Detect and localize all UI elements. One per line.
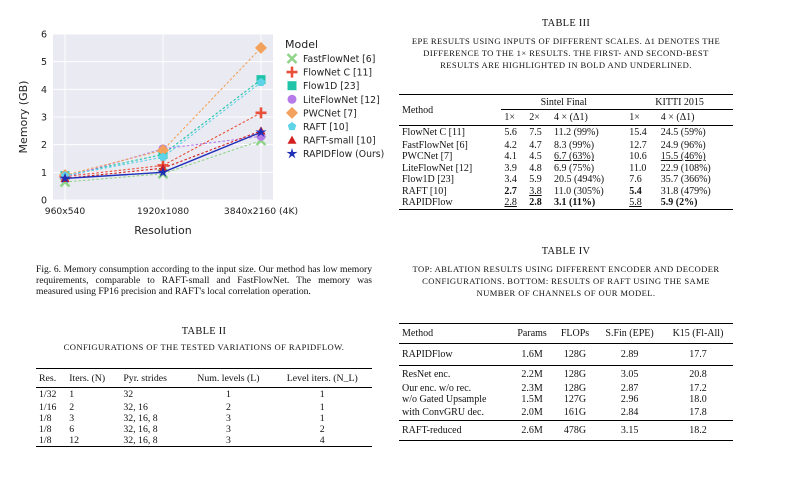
x-tick-label: 1920x1080 — [136, 206, 190, 217]
t3-value-cell: 11.0 (305%) — [554, 185, 604, 197]
table-3-grid — [399, 94, 733, 210]
t4-cell: 17.7 — [689, 349, 707, 360]
t4-cell: RAPIDFlow — [402, 349, 453, 360]
t2-cell: 1 — [319, 389, 325, 401]
t2-cell: 1 — [319, 412, 325, 424]
t3-value-cell: 5.8 — [629, 197, 642, 209]
y-tick-label: 5 — [40, 57, 47, 69]
t4-cell: 18.0 — [689, 394, 707, 406]
t3-value-cell: 2.7 — [504, 185, 517, 197]
t3-sintel-header: Sintel Final — [501, 95, 626, 110]
t3-subheader: 1× — [504, 112, 516, 123]
t3-method-cell: RAPIDFlow — [402, 197, 453, 209]
legend-marker — [286, 148, 297, 159]
table-4-caption-line: TOP: ABLATION RESULTS USING DIFFERENT ENCODER AND DECODER — [412, 264, 720, 274]
t4-cell: 478G — [563, 425, 587, 436]
t3-kitti-header: KITTI 2015 — [626, 95, 733, 110]
legend-entry: LiteFlowNet [12] — [303, 94, 380, 106]
table-row — [36, 435, 372, 447]
table-2-title: TABLE II — [181, 326, 227, 337]
t4-cell: 20.8 — [689, 368, 707, 380]
t4-header: Method — [402, 328, 434, 339]
t3-value-cell: 5.6 — [504, 127, 517, 139]
table-row — [36, 388, 372, 402]
t4-cell: w/o Gated Upsample — [402, 394, 487, 406]
t3-method-cell: FastFlowNet [6] — [402, 139, 468, 151]
t2-cell: 3 — [69, 412, 75, 424]
t2-cell: 3 — [225, 434, 231, 446]
x-tick-label: 3840x2160 (4K) — [223, 206, 299, 217]
t3-value-cell: 22.9 (108%) — [660, 162, 711, 174]
t2-header: Pyr. strides — [123, 372, 167, 384]
t4-cell: Our enc. w/o rec. — [402, 382, 472, 394]
t4-header: K15 (Fl-All) — [672, 328, 724, 339]
x-axis-label: Resolution — [134, 224, 192, 237]
t4-header: Params — [517, 328, 547, 339]
x-tick-label: 960x540 — [44, 206, 86, 217]
table-4-grid — [399, 323, 733, 441]
legend-marker — [288, 122, 297, 130]
t4-cell: RAFT-reduced — [402, 425, 462, 436]
t3-value-cell: 2.8 — [529, 197, 542, 209]
table-3-caption-line: EPE RESULTS USING INPUTS OF DIFFERENT SCALES. Δ1 DENOTES THE — [411, 36, 721, 46]
table-row — [36, 402, 372, 413]
t4-cell: 1.6M — [521, 349, 543, 360]
y-tick-label: 4 — [40, 84, 47, 96]
t3-value-cell: 24.5 (59%) — [660, 127, 706, 139]
table-row — [399, 383, 733, 395]
t2-cell: 1/16 — [39, 401, 57, 413]
y-tick-label: 3 — [40, 112, 47, 124]
t4-cell: 128G — [563, 382, 587, 394]
legend-entry: FlowNet C [11] — [303, 67, 373, 79]
table-3 — [399, 94, 733, 210]
t3-value-cell: 6.7 (63%) — [554, 151, 595, 163]
t4-header: FLOPs — [560, 328, 590, 339]
t2-cell: 32, 16, 8 — [123, 412, 158, 424]
t2-cell: 1/8 — [39, 434, 52, 446]
t4-cell: 161G — [563, 407, 587, 419]
t3-value-cell: 4.8 — [529, 162, 542, 174]
t3-value-cell: 7.5 — [529, 127, 542, 139]
t2-cell: 32, 16, 8 — [123, 434, 158, 446]
t4-cell: 2.0M — [521, 407, 543, 419]
t3-value-cell: 3.1 (11%) — [554, 197, 596, 209]
t2-cell: 2 — [69, 401, 75, 413]
legend-marker — [286, 107, 298, 119]
table-row — [399, 394, 733, 406]
y-tick-label: 2 — [40, 140, 47, 152]
t4-cell: 2.3M — [521, 382, 543, 394]
t4-cell: ResNet enc. — [402, 368, 451, 380]
t3-subheader: 4 × (Δ1) — [660, 112, 695, 123]
t3-value-cell: 15.4 — [629, 127, 647, 139]
t2-header: Level iters. (N_L) — [286, 372, 358, 384]
legend-entry: RAFT [10] — [303, 122, 349, 133]
y-tick-label: 6 — [40, 29, 47, 41]
legend-entry: PWCNet [7] — [303, 108, 357, 120]
t3-subheader: 1× — [629, 112, 640, 123]
t3-subheader: 4 × (Δ1) — [554, 112, 588, 123]
t3-value-cell: 4.2 — [504, 139, 517, 151]
table-row — [399, 151, 733, 163]
t3-value-cell: 15.5 (46%) — [660, 151, 706, 163]
t2-cell: 32, 16, 8 — [123, 423, 158, 435]
t3-subheader: 2× — [529, 112, 540, 123]
t4-cell: 2.84 — [620, 407, 639, 419]
table-3-caption-line: DIFFERENCE TO THE 1× RESULTS. THE FIRST- AND SECOND-BEST — [423, 48, 709, 58]
table-3-caption — [396, 35, 736, 71]
y-tick-label: 0 — [40, 195, 47, 207]
legend-marker — [288, 81, 297, 90]
t4-cell: with ConvGRU dec. — [402, 407, 484, 419]
t3-value-cell: 20.5 (494%) — [554, 174, 605, 186]
table-2-grid — [36, 368, 372, 447]
t4-cell: 18.2 — [689, 425, 707, 436]
t4-header: S.Fin (EPE) — [605, 328, 654, 339]
t3-value-cell: 4.1 — [504, 151, 517, 163]
t4-cell: 128G — [563, 368, 587, 380]
legend-entry: RAFT-small [10] — [303, 135, 376, 147]
table-4-caption-line: CONFIGURATIONS. BOTTOM: RESULTS OF RAFT USING THE SAME — [422, 276, 710, 286]
t2-cell: 1 — [319, 401, 325, 413]
t3-value-cell: 2.8 — [504, 197, 517, 209]
t2-cell: 1 — [225, 389, 231, 401]
t2-cell: 32 — [123, 389, 134, 401]
legend-marker — [288, 54, 297, 63]
legend-entry: Flow1D [23] — [303, 81, 360, 93]
table-4 — [399, 323, 733, 441]
t3-value-cell: 5.4 — [629, 185, 642, 197]
t2-cell: 3 — [225, 412, 231, 424]
table-row — [399, 186, 733, 198]
t2-cell: 2 — [225, 401, 231, 413]
t2-cell: 1/8 — [39, 423, 52, 435]
t3-value-cell: 5.9 — [529, 174, 542, 186]
t4-cell: 127G — [563, 394, 587, 406]
y-axis-label: Memory (GB) — [17, 80, 30, 154]
t2-cell: 4 — [319, 434, 325, 446]
t3-method-cell: PWCNet [7] — [402, 151, 453, 163]
table-3-body — [399, 126, 733, 210]
t3-value-cell: 4.7 — [529, 139, 542, 151]
t2-header: Num. levels (L) — [197, 372, 260, 384]
y-tick-label: 1 — [40, 167, 47, 179]
t2-cell: 32, 16 — [123, 401, 148, 413]
table-3-title: TABLE III — [541, 18, 591, 29]
t4-cell: 2.89 — [620, 349, 639, 360]
memory-chart — [15, 20, 385, 260]
t2-cell: 2 — [319, 423, 325, 435]
t4-cell: 128G — [563, 349, 587, 360]
t3-method-cell: FlowNet C [11] — [402, 127, 465, 139]
t3-value-cell: 5.9 (2%) — [660, 197, 698, 209]
table-row — [399, 140, 733, 152]
t3-method-cell: Flow1D [23] — [402, 174, 454, 186]
t3-value-cell: 4.5 — [529, 151, 542, 163]
table-row — [399, 197, 733, 209]
t3-value-cell: 3.4 — [504, 174, 517, 186]
t4-cell: 17.2 — [689, 382, 707, 394]
t2-cell: 12 — [69, 434, 80, 446]
t3-value-cell: 7.6 — [629, 174, 642, 186]
t2-cell: 1/8 — [39, 412, 52, 424]
table-4-title: TABLE IV — [541, 246, 591, 257]
legend-marker — [288, 136, 297, 144]
legend-title: Model — [285, 38, 319, 51]
t2-cell: 1/32 — [39, 389, 57, 401]
legend-entry: FastFlowNet [6] — [303, 54, 376, 65]
table-3-caption-line: RESULTS ARE HIGHLIGHTED IN BOLD AND UNDERLINED. — [440, 60, 692, 70]
table-2 — [36, 368, 372, 447]
legend-marker — [287, 67, 298, 78]
t2-cell: 6 — [69, 423, 75, 435]
t2-cell: 3 — [225, 423, 231, 435]
table-row — [36, 413, 372, 424]
figure-6-caption: Fig. 6. Memory consumption according to the input size. Our method has low memory requirements, comparable to RAFT-small and FastFlowNet. The memory was measured using FP16 precision and RAFT's local correlation operation. — [36, 264, 372, 298]
t4-cell: 3.15 — [620, 425, 639, 436]
t4-cell: 2.96 — [620, 394, 639, 406]
t3-value-cell: 35.7 (366%) — [660, 174, 711, 186]
table-row — [399, 344, 733, 366]
t3-value-cell: 8.3 (99%) — [554, 139, 595, 151]
table-4-caption — [396, 263, 736, 299]
table-row — [36, 424, 372, 435]
memory-chart-svg — [15, 20, 385, 260]
t3-method-header: Method — [399, 95, 501, 126]
t3-method-cell: RAFT [10] — [402, 185, 447, 197]
table-row — [399, 406, 733, 421]
t4-cell: 17.8 — [689, 407, 707, 419]
t3-value-cell: 3.9 — [504, 162, 517, 174]
t3-value-cell: 11.2 (99%) — [554, 127, 599, 139]
t3-value-cell: 31.8 (479%) — [660, 185, 711, 197]
t3-method-cell: LiteFlowNet [12] — [402, 162, 473, 174]
t3-value-cell: 12.7 — [629, 139, 647, 151]
legend-entry: RAPIDFlow (Ours) — [303, 149, 385, 161]
t3-value-cell: 6.9 (75%) — [554, 162, 595, 174]
t3-value-cell: 24.9 (96%) — [660, 139, 706, 151]
table-2-body — [36, 388, 372, 447]
table-row — [399, 174, 733, 186]
table-row — [399, 421, 733, 441]
table-row — [399, 366, 733, 383]
t4-cell: 2.87 — [620, 382, 639, 394]
t3-value-cell: 10.6 — [629, 151, 647, 163]
t4-cell: 3.05 — [620, 368, 639, 380]
t4-cell: 2.6M — [521, 425, 543, 436]
t4-cell: 2.2M — [521, 368, 543, 380]
t2-header: Res. — [39, 372, 57, 384]
t3-value-cell: 3.8 — [529, 185, 542, 197]
table-4-body — [399, 344, 733, 441]
legend-marker — [288, 95, 297, 104]
t2-header: Iters. (N) — [69, 372, 106, 384]
table-4-caption-line: NUMBER OF CHANNELS OF OUR MODEL. — [476, 288, 656, 298]
table-2-caption: CONFIGURATIONS OF THE TESTED VARIATIONS OF RAPIDFLOW. — [63, 342, 345, 352]
table-row — [399, 163, 733, 175]
t3-value-cell: 11.0 — [629, 162, 647, 174]
table-row — [399, 126, 733, 140]
t4-cell: 1.5M — [521, 394, 543, 406]
t2-cell: 1 — [69, 389, 75, 401]
